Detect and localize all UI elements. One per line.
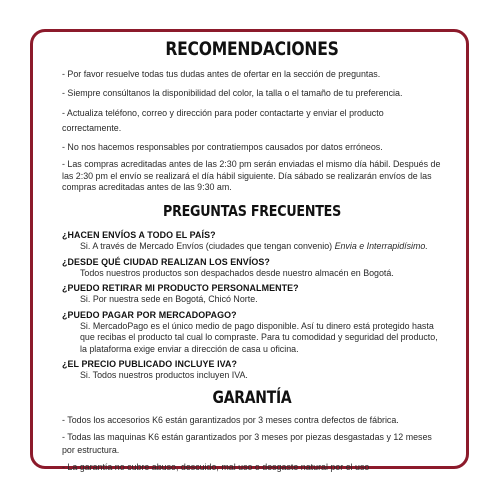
faq-item [62,256,442,279]
recommendation-item: - No nos hacemos responsables por contratiempos causados por datos erróneos. [62,142,383,152]
faq-answer-text: Si. A través de Mercado Envíos (ciudades que tengan convenio) [80,241,335,251]
warranty-section [62,390,442,474]
warranty-item: - La garantía no cubre abuso, descuido, mal uso o desgaste natural por el uso [62,462,370,473]
faq-question: ¿PUEDO RETIRAR MI PRODUCTO PERSONALMENTE? [62,283,299,294]
warranty-item: - Todas las maquinas K6 están garantizados por 3 meses por piezas desgastadas y 12 meses por estructura. [62,432,432,456]
info-panel [62,34,442,474]
recommendation-item: - Actualiza teléfono, correo y dirección para poder contactarte y enviar el producto correctamente. [62,108,384,133]
faq-answer: Si. Por nuestra sede en Bogotá, Chicó Norte. [80,294,258,305]
faq-item [62,282,442,305]
faq-question: ¿HACEN ENVÍOS A TODO EL PAÍS? [62,230,216,240]
faq-item [62,229,442,252]
faq-answer: Si. MercadoPago es el único medio de pago disponible. Así tu dinero está protegido hasta que recibas el producto tal cual lo compraste. Para tu comodidad y seguridad del producto, la plataforma exige enviar a dirección de casa u oficina. [80,321,438,354]
faq-item [62,358,442,381]
recommendation-item: - Por favor resuelve todas tus dudas antes de ofertar en la sección de preguntas. [62,69,381,79]
faq-answer-italic: Envia e Interrapidísimo. [334,241,428,251]
faq-answer: Si. Todos nuestros productos incluyen IVA. [80,370,248,381]
warranty-item: - Todos los accesorios K6 están garantizados por 3 meses contra defectos de fábrica. [62,415,399,426]
faq-item [62,309,442,355]
warranty-title: GARANTÍA [212,388,292,409]
recommendations-section [62,40,442,194]
faq-answer [62,241,442,252]
faq-answer: Todos nuestros productos son despachados desde nuestro almacén en Bogotá. [80,267,394,278]
faq-question: ¿PUEDO PAGAR POR MERCADOPAGO? [62,310,237,321]
recommendations-title: RECOMENDACIONES [165,38,339,60]
faq-question: ¿DESDE QUÉ CIUDAD REALIZAN LOS ENVÍOS? [62,256,270,267]
recommendation-item: - Las compras acreditadas antes de las 2:30 pm serán enviadas el mismo día hábil. Después de las 2:30 pm el envío se realizará el día hábil siguiente. Día sábado se realizarán envíos de las compras acreditadas antes de las 9:30 am. [62,159,441,192]
faq-title: PREGUNTAS FRECUENTES [163,201,341,220]
faq-section [62,201,442,382]
recommendation-item: - Siempre consúltanos la disponibilidad del color, la talla o el tamaño de tu preferencia. [62,88,403,98]
faq-question: ¿EL PRECIO PUBLICADO INCLUYE IVA? [62,359,238,370]
